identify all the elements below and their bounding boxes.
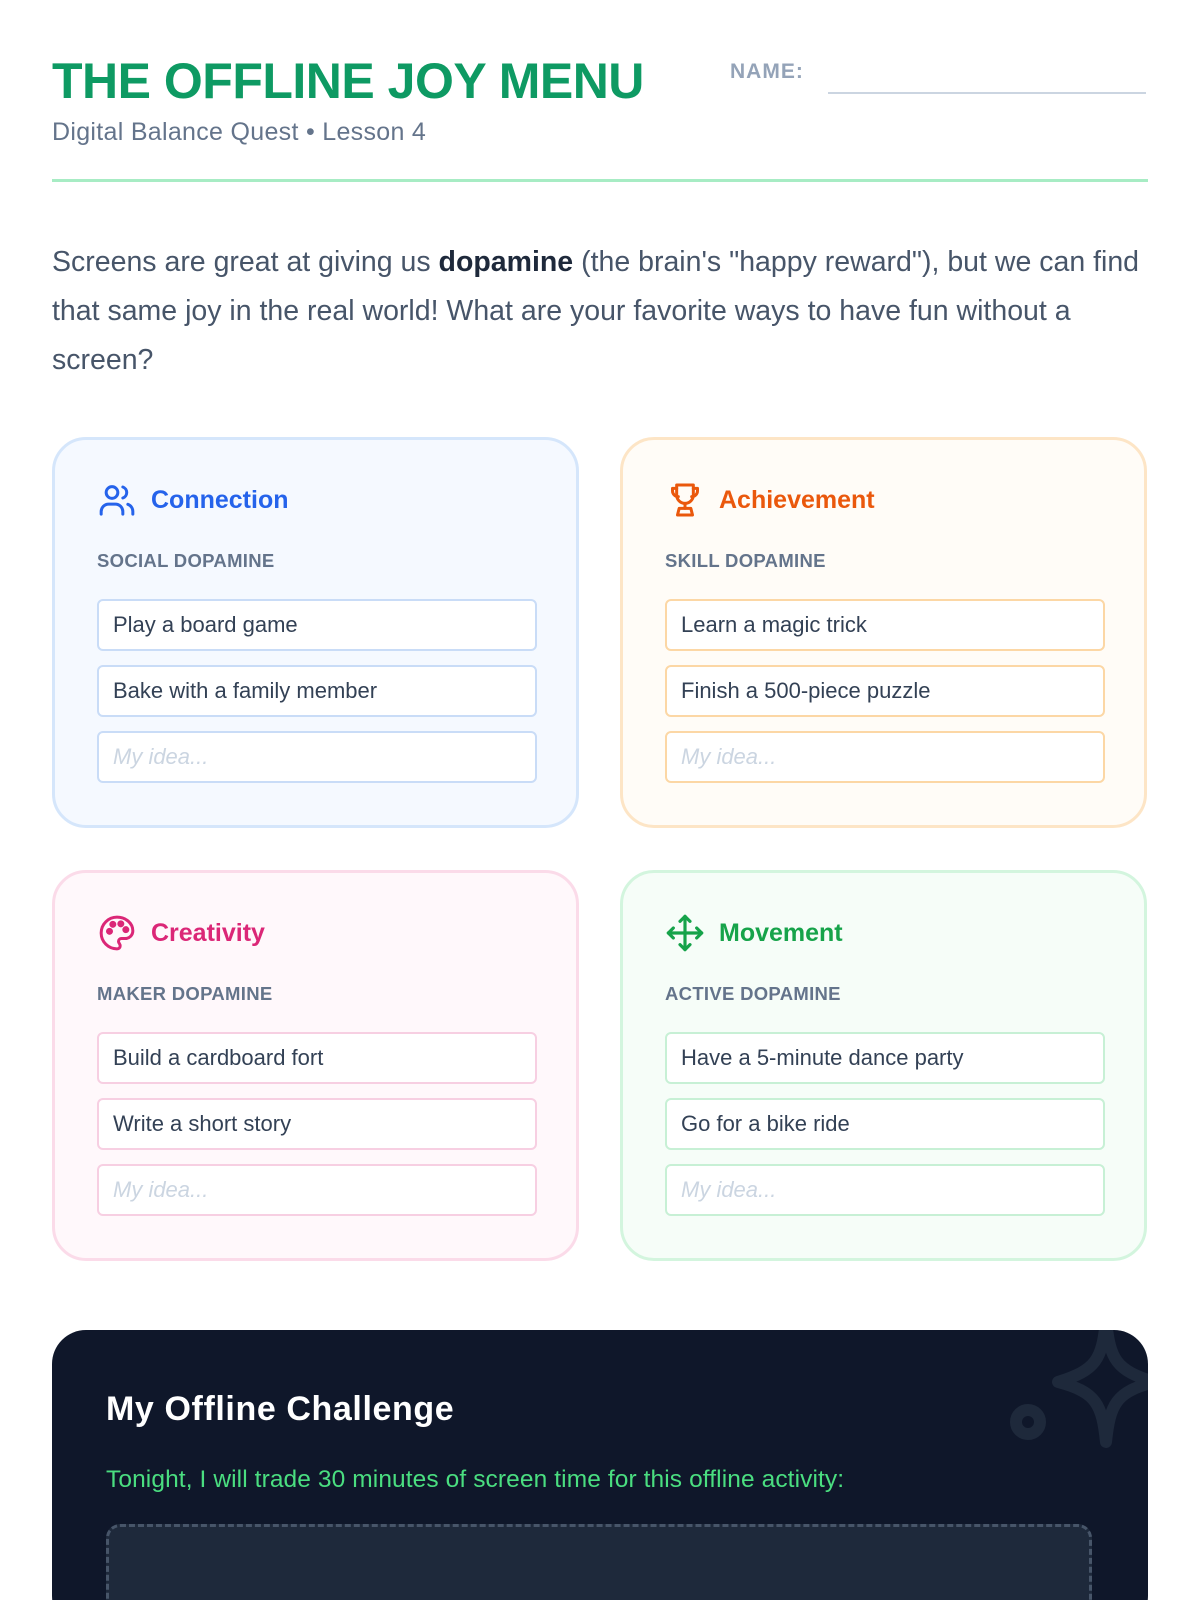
trophy-icon — [665, 480, 705, 520]
intro-paragraph — [52, 238, 1152, 385]
challenge-prompt: Tonight, I will trade 30 minutes of screen time for this offline activity: — [106, 1466, 845, 1493]
intro-text-start: Screens are great at giving us — [52, 246, 439, 278]
idea-input[interactable] — [97, 1164, 537, 1216]
card-connection — [52, 437, 579, 828]
card-header — [665, 913, 843, 953]
card-movement — [620, 870, 1147, 1261]
idea-item[interactable]: Finish a 500-piece puzzle — [665, 665, 1105, 717]
idea-item[interactable]: Write a short story — [97, 1098, 537, 1150]
challenge-answer-box[interactable] — [106, 1524, 1092, 1600]
idea-item[interactable]: Build a cardboard fort — [97, 1032, 537, 1084]
palette-icon — [97, 913, 137, 953]
page-header — [52, 0, 1148, 182]
card-creativity — [52, 870, 579, 1261]
users-icon — [97, 480, 137, 520]
card-title: Creativity — [151, 918, 265, 947]
idea-input[interactable] — [665, 1164, 1105, 1216]
intro-text-end: (the brain's "happy reward"), but we can find that same joy in the real world! What are your favorite ways to have fun without a screen? — [52, 246, 1140, 376]
idea-item[interactable]: Play a board game — [97, 599, 537, 651]
idea-item[interactable]: Learn a magic trick — [665, 599, 1105, 651]
page-title: THE OFFLINE JOY MENU — [52, 53, 644, 109]
card-subtitle: ACTIVE DOPAMINE — [665, 983, 841, 1004]
idea-input[interactable] — [665, 731, 1105, 783]
page-subtitle: Digital Balance Quest • Lesson 4 — [52, 118, 427, 146]
idea-input[interactable] — [97, 731, 537, 783]
card-header — [97, 480, 289, 520]
card-title: Achievement — [719, 485, 875, 514]
offline-challenge-panel — [52, 1330, 1148, 1600]
intro-bold-term: dopamine — [438, 246, 574, 278]
idea-item[interactable]: Have a 5-minute dance party — [665, 1032, 1105, 1084]
card-subtitle: SKILL DOPAMINE — [665, 550, 826, 571]
challenge-title: My Offline Challenge — [106, 1390, 455, 1428]
card-header — [97, 913, 265, 953]
idea-item[interactable]: Go for a bike ride — [665, 1098, 1105, 1150]
card-subtitle: SOCIAL DOPAMINE — [97, 550, 275, 571]
card-subtitle: MAKER DOPAMINE — [97, 983, 273, 1004]
sparkle-icon — [998, 1330, 1148, 1470]
move-arrows-icon — [665, 913, 705, 953]
card-title: Connection — [151, 485, 289, 514]
card-achievement — [620, 437, 1147, 828]
name-field[interactable] — [828, 92, 1146, 94]
name-label: NAME: — [730, 60, 804, 83]
idea-item[interactable]: Bake with a family member — [97, 665, 537, 717]
card-title: Movement — [719, 918, 843, 947]
card-header — [665, 480, 875, 520]
